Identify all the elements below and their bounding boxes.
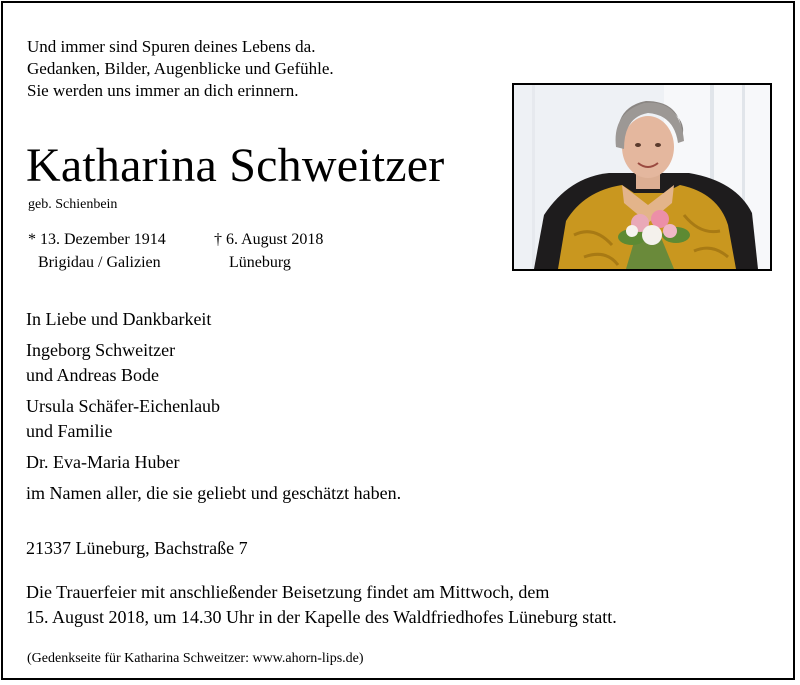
birth-info bbox=[28, 228, 166, 274]
mourner-line: Ursula Schäfer-Eichenlaub bbox=[26, 396, 221, 416]
mourners-block bbox=[26, 307, 401, 506]
funeral-notice-line: Die Trauerfeier mit anschließender Beisetzung findet am Mittwoch, dem bbox=[26, 582, 550, 602]
memorial-page-note: (Gedenkseite für Katharina Schweitzer: www.ahorn-lips.de) bbox=[27, 651, 364, 666]
deceased-name: Katharina Schweitzer bbox=[26, 139, 445, 192]
birth-date: * 13. Dezember 1914 bbox=[28, 231, 166, 248]
verse-line: Und immer sind Spuren deines Lebens da. bbox=[27, 37, 316, 56]
mourner-line: Ingeborg Schweitzer bbox=[26, 340, 176, 360]
mourner-group bbox=[26, 394, 401, 444]
maiden-name: geb. Schienbein bbox=[28, 197, 118, 212]
memorial-verse bbox=[27, 36, 334, 102]
verse-line: Sie werden uns immer an dich erinnern. bbox=[27, 81, 299, 100]
birth-place: Brigidau / Galizien bbox=[38, 254, 161, 271]
mourners-closing: im Namen aller, die sie geliebt und geschätzt haben. bbox=[26, 483, 402, 503]
family-address: 21337 Lüneburg, Bachstraße 7 bbox=[26, 538, 248, 558]
portrait-photo-illustration bbox=[514, 85, 770, 269]
death-date: † 6. August 2018 bbox=[214, 231, 324, 248]
mourner-group bbox=[26, 338, 401, 388]
death-place: Lüneburg bbox=[229, 254, 291, 271]
mourner-line: und Andreas Bode bbox=[26, 365, 159, 385]
mourner-line: und Familie bbox=[26, 421, 113, 441]
funeral-notice bbox=[26, 580, 617, 630]
portrait-photo bbox=[512, 83, 772, 271]
mourner-group bbox=[26, 450, 401, 475]
mourner-line: Dr. Eva-Maria Huber bbox=[26, 452, 180, 472]
funeral-notice-line: 15. August 2018, um 14.30 Uhr in der Kapelle des Waldfriedhofes Lüneburg statt. bbox=[26, 607, 617, 627]
death-info bbox=[214, 228, 323, 274]
mourners-intro: In Liebe und Dankbarkeit bbox=[26, 309, 212, 329]
verse-line: Gedanken, Bilder, Augenblicke und Gefühle. bbox=[27, 59, 334, 78]
